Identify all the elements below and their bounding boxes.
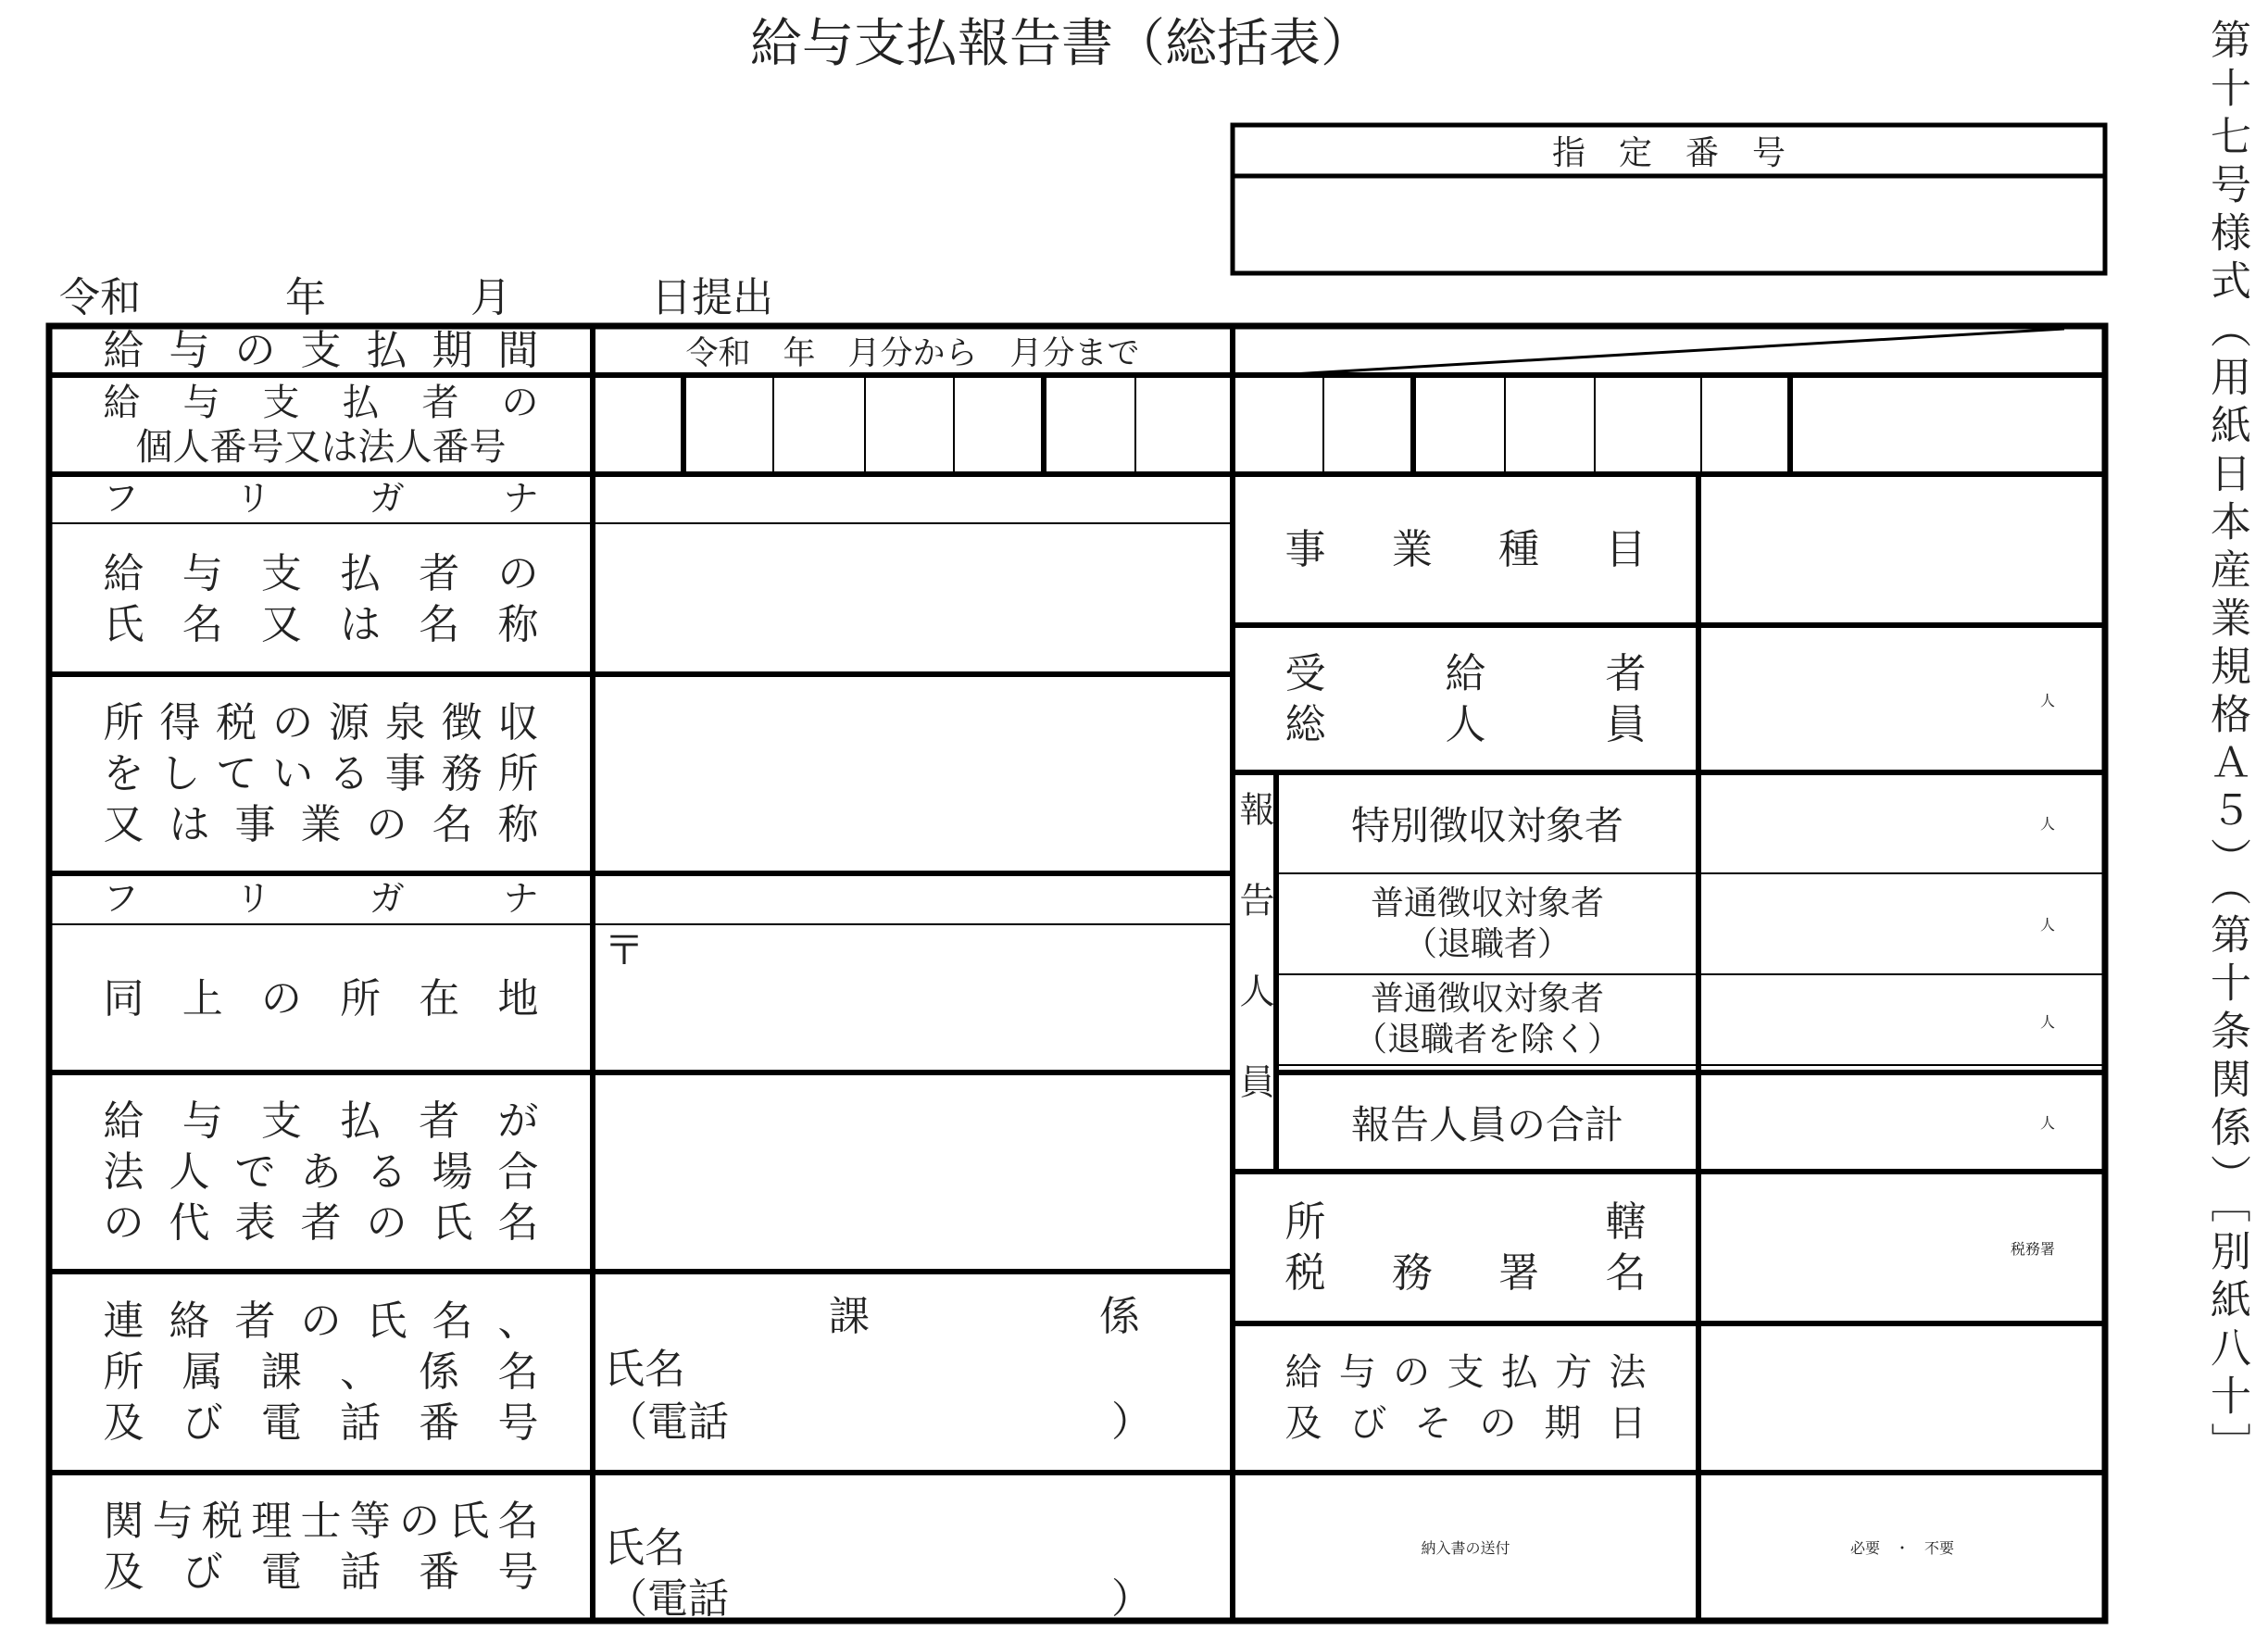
- submission-year: 年: [285, 274, 326, 321]
- contact-name-label: 氏名: [604, 1346, 685, 1393]
- special-collection-label: 特別徴収対象者: [1350, 802, 1623, 848]
- page-title: 給与支払報告書（総括表）: [750, 14, 1372, 74]
- designation-number-field[interactable]: [1237, 181, 2100, 269]
- contact-phone-close: ）: [1111, 1398, 1152, 1446]
- report-total-label: 報告人員の合計: [1350, 1101, 1623, 1148]
- submission-era: 令和: [59, 274, 141, 321]
- pay-method-field[interactable]: [1703, 1328, 2101, 1469]
- office-name-field[interactable]: [597, 679, 1229, 869]
- furigana-field[interactable]: [597, 478, 1229, 520]
- pay-method-label: 給与の支払方法 及びその期日: [1284, 1350, 1647, 1445]
- office-name-label: 所得税の源泉徴収 をしている事務所 又は事業の名称: [103, 699, 539, 848]
- report-group-label: 報告人員: [1234, 790, 1274, 1154]
- section-label: 係: [1099, 1293, 1140, 1340]
- normal-other-field[interactable]: 人: [2039, 1012, 2055, 1031]
- dept-label: 課: [829, 1293, 870, 1340]
- address-label: 同上の所在地: [103, 974, 539, 1022]
- pay-period-label: 給与の支払期間: [103, 327, 539, 374]
- furigana-label: フリガナ: [103, 478, 539, 519]
- report-total-field[interactable]: 人: [2039, 1114, 2055, 1132]
- tax-office-field[interactable]: 税務署: [2010, 1240, 2055, 1258]
- normal-other-label: 普通徴収対象者 （退職者を除く）: [1353, 980, 1621, 1059]
- contact-phone-open: （電話: [607, 1398, 729, 1446]
- form-number-note: 第十七号様式（用紙日本産業規格Ａ５）（第十条関係）［別紙八十］: [2203, 19, 2250, 1471]
- representative-field[interactable]: [597, 1077, 1229, 1267]
- address-field[interactable]: [597, 929, 1229, 1068]
- tax-name-label: 氏名: [604, 1524, 685, 1572]
- submission-day: 日提出: [651, 274, 773, 321]
- submission-month: 月: [470, 274, 511, 321]
- pay-period-field[interactable]: 令和 年 月分から 月分まで: [685, 334, 1140, 372]
- payer-name-field[interactable]: [597, 528, 1229, 670]
- contact-label: 連絡者の氏名、 所属課、係名 及び電話番号: [103, 1298, 539, 1447]
- diagonal-strike: [1276, 329, 2064, 375]
- designation-number-label: 指 定 番 号: [1551, 134, 1786, 172]
- tax-office-label: 所 轄 税務署名: [1284, 1198, 1647, 1297]
- business-type-label: 事業種目: [1284, 526, 1647, 573]
- tax-phone-open: （電話: [607, 1575, 729, 1623]
- remit-slip-label: 納入書の送付: [1421, 1538, 1510, 1557]
- business-type-field[interactable]: [1703, 479, 2101, 621]
- tax-phone-close: ）: [1111, 1575, 1152, 1623]
- payer-name-label: 給与支払者の 氏名又は名称: [103, 549, 539, 648]
- total-recipients-label: 受給者 総人員: [1284, 649, 1647, 748]
- furigana-label-2: フリガナ: [103, 878, 539, 919]
- special-collection-field[interactable]: 人: [2039, 815, 2055, 833]
- normal-retired-field[interactable]: 人: [2039, 916, 2055, 934]
- representative-label: 給与支払者が 法人である場合 の代表者の氏名: [103, 1097, 539, 1247]
- total-recipients-field[interactable]: 人: [2039, 691, 2055, 709]
- payer-number-label: 給与支払者の 個人番号又は法人番号: [103, 381, 539, 469]
- remit-slip-options[interactable]: 必要 ・ 不要: [1849, 1538, 1954, 1557]
- normal-retired-label: 普通徴収対象者 （退職者）: [1370, 884, 1604, 963]
- furigana-field-2[interactable]: [597, 877, 1229, 921]
- postal-mark: 〒: [604, 927, 645, 974]
- tax-accountant-label: 関与税理士等の氏名 及び電話番号: [103, 1498, 539, 1596]
